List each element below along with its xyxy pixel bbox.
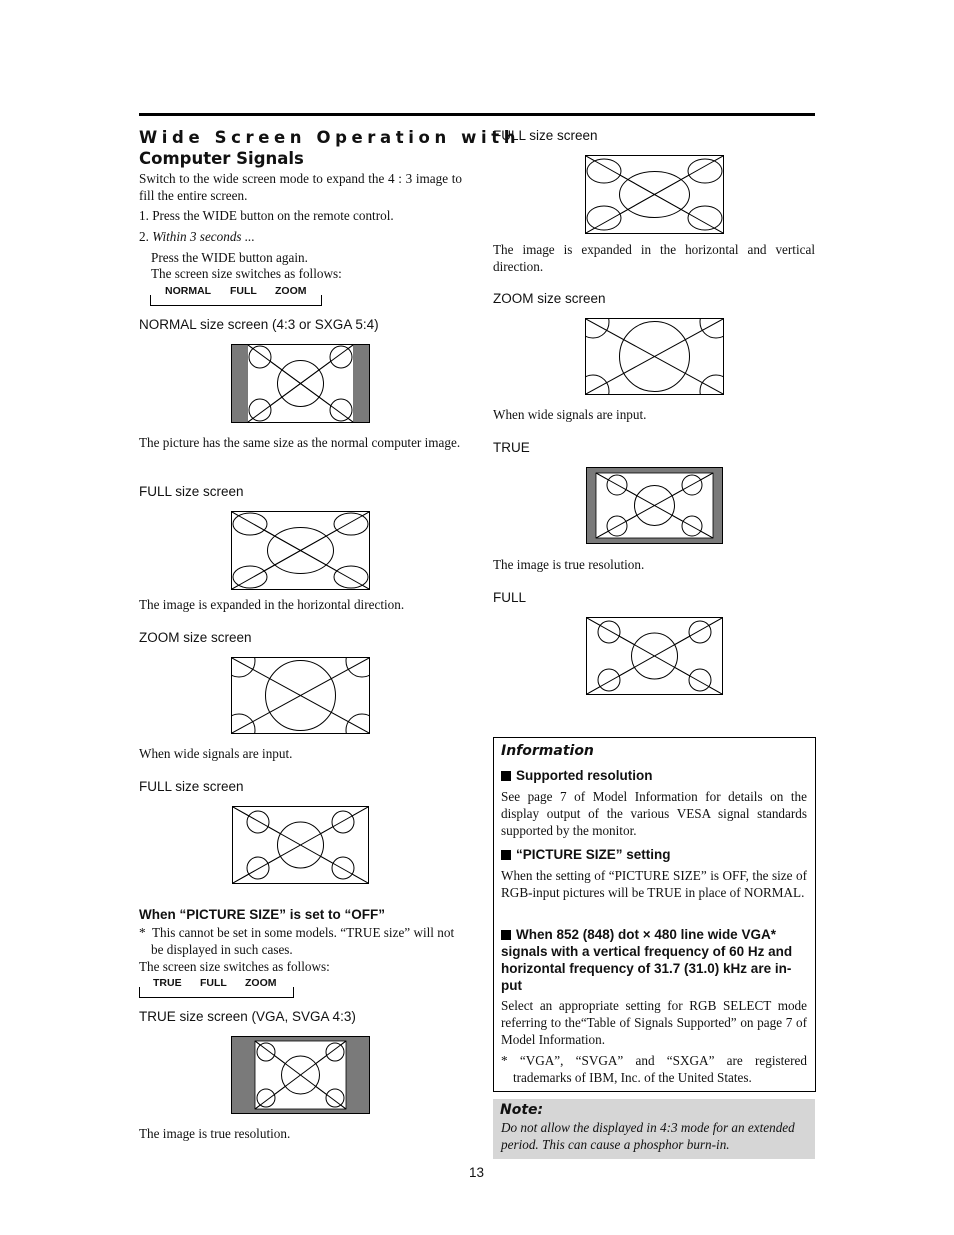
right-true-heading: TRUE [493,440,530,455]
true-size-diagram [231,1036,370,1114]
zoom-heading: ZOOM size screen [139,630,252,645]
seq2-zoom: ZOOM [245,977,277,989]
section-title-line1: Wide Screen Operation with [139,128,521,147]
page-number: 13 [469,1165,485,1180]
section-title-line2: Computer Signals [139,149,304,168]
normal-size-diagram [231,344,370,423]
info-heading-picture-size [501,847,671,862]
full-heading: FULL size screen [139,484,244,499]
seq-full: FULL [230,285,257,297]
right-zoom-heading: ZOOM size screen [493,291,606,306]
trademark-line-1: “VGA”, “SVGA” and “SXGA” are registered [519,1053,807,1068]
step-1: 1. Press the WIDE button on the remote control. [139,208,394,223]
sequence-bracket [150,295,322,306]
true-heading: TRUE size screen (VGA, SVGA 4:3) [139,1009,356,1024]
step-2-italic: Within 3 seconds ... [152,229,255,244]
note-title: Note: [500,1102,544,1118]
full2-heading: FULL size screen [139,779,244,794]
true-description: The image is true resolution. [139,1126,291,1141]
picture-size-off-note [139,924,462,958]
right-full-heading: FULL size screen [493,128,598,143]
note-star: * [139,925,146,940]
intro-text: Switch to the wide screen mode to expand the 4 : 3 image to fill the entire screen. [139,171,462,203]
normal-heading: NORMAL size screen (4:3 or SXGA 5:4) [139,317,379,332]
seq-zoom: ZOOM [275,285,307,297]
picture-size-off-heading: When “PICTURE SIZE” is set to “OFF” [139,907,386,922]
step-2 [139,228,255,245]
info-heading-2-text: “PICTURE SIZE” setting [516,847,671,862]
off-switch-text: The screen size switches as follows: [139,959,330,974]
info-paragraph-1: See page 7 of Model Information for details on the display output of the various VESA signal standards supported by the monitor. [501,789,807,838]
info-paragraph-2: When the setting of “PICTURE SIZE” is OFF, the size of RGB-input pictures will be TRUE in place of NORMAL. [501,868,807,900]
info-heading-1-text: Supported resolution [516,768,653,783]
seq-normal: NORMAL [165,285,212,297]
info-trademark-note [501,1052,807,1086]
square-bullet-icon [501,771,511,781]
info-heading-supported-resolution [501,768,653,783]
full-description: The image is expanded in the horizontal direction. [139,597,405,612]
note-line-2: be displayed in such cases. [151,942,293,957]
info-heading-3-line-2: signals with a vertical frequency of 60 Hz and [501,944,793,959]
step-2a: Press the WIDE button again. [151,250,308,265]
zoom-description: When wide signals are input. [139,746,293,761]
step-2b: The screen size switches as follows: [151,266,342,281]
info-heading-3-line-3: horizontal frequency of 31.7 (31.0) kHz are in- [501,961,792,976]
full-size-diagram [231,511,370,590]
right-full-size-diagram [585,155,724,234]
trademark-line-2: trademarks of IBM, Inc. of the United States. [513,1070,752,1085]
info-heading-wide-vga [501,926,807,994]
right-zoom-description: When wide signals are input. [493,407,647,422]
normal-description: The picture has the same size as the normal computer image. [139,435,461,450]
full2-size-diagram [232,806,369,884]
right-full2-heading: FULL [493,590,527,605]
right-full2-size-diagram [586,617,723,695]
trademark-star: * [501,1053,508,1068]
square-bullet-icon [501,930,511,940]
right-true-description: The image is true resolution. [493,557,645,572]
information-title: Information [501,743,594,759]
step-2-number: 2. [139,229,149,244]
square-bullet-icon [501,850,511,860]
seq2-true: TRUE [153,977,182,989]
sequence2-bracket [139,987,294,998]
info-heading-3-line-1: When 852 (848) dot × 480 line wide VGA* [516,927,776,942]
right-full-description: The image is expanded in the horizontal and vertical direction. [493,242,815,274]
note-line-1: This cannot be set in some models. “TRUE size” will not [151,925,455,940]
seq2-full: FULL [200,977,227,989]
info-heading-3-line-4: put [501,978,522,993]
info-paragraph-3: Select an appropriate setting for RGB SELECT mode referring to the“Table of Signals Supported” on page 7 of Model Information. [501,998,807,1047]
right-true-size-diagram [586,467,723,544]
note-text: Do not allow the displayed in 4:3 mode for an extended period. This can cause a phosphor burn-in. [501,1120,795,1152]
zoom-size-diagram [231,657,370,734]
right-zoom-size-diagram [585,318,724,395]
top-rule [139,113,815,116]
